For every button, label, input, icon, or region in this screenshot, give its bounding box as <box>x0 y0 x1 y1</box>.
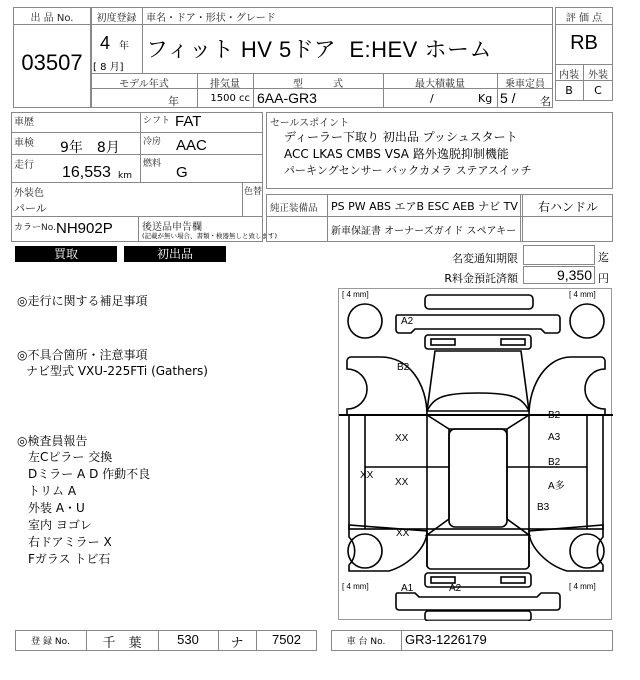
inspector-line-7: Fガラス トビ石 <box>28 552 111 566</box>
shift-label: シフト <box>143 116 171 126</box>
mark-left-rocker: XX <box>360 470 374 481</box>
inspector-line-1: 左Cピラー 交換 <box>28 450 113 464</box>
recycle-unit: 円 <box>598 272 609 285</box>
mark-right-front-door-1: B2 <box>548 457 561 468</box>
lot-number-label: 出 品 No. <box>30 13 74 24</box>
later-items-note: (記載が無い場合、書類・検器無しと致します) <box>142 232 278 240</box>
name-change-label: 名変通知期限 <box>452 252 518 265</box>
mark-right-front-fender: B3 <box>537 502 550 513</box>
reg-kana: ナ <box>230 636 244 651</box>
inspection-label: 車検 <box>14 138 34 149</box>
ac-label: 冷房 <box>143 137 162 147</box>
max-load-unit: Kg <box>478 92 493 105</box>
model-year-value: 年 <box>168 95 179 108</box>
steering-side: 右ハンドル <box>537 200 598 214</box>
inspector-line-6: 右ドアミラー X <box>28 535 112 549</box>
inspector-line-2: Dミラー A D 作動不良 <box>28 467 151 481</box>
tire-depth-front-right: [ 4 mm] <box>569 582 596 591</box>
fuel-value: G <box>176 164 188 181</box>
inspector-line-3: トリム A <box>28 484 77 498</box>
mark-front-bumper-1: A1 <box>401 583 414 594</box>
name-change-field <box>523 245 595 265</box>
front-right-tire-icon <box>339 289 613 621</box>
mark-rear-left-fender: B2 <box>397 362 410 373</box>
mark-left-rear-door: XX <box>395 433 409 444</box>
defects-heading: ◎不具合箇所・注意事項 <box>17 348 148 362</box>
max-load-label: 最大積載量 <box>415 79 465 90</box>
color-no-value: NH902P <box>56 220 113 237</box>
mark-right-rear-door-2: A3 <box>548 432 561 443</box>
name-change-unit: 迄 <box>598 251 609 264</box>
car-name: フィット HV 5ドア E:HEV ホーム <box>146 37 492 62</box>
shift-value: FAT <box>175 113 202 130</box>
tire-depth-rear-right: [ 4 mm] <box>569 290 596 299</box>
documents-value: 新車保証書 オーナーズガイド スペアキー <box>331 226 517 237</box>
inspector-line-5: 室内 ヨゴレ <box>28 518 92 532</box>
first-reg-year: 4 年 <box>100 33 130 53</box>
inspector-heading: ◎検査員報告 <box>17 434 88 448</box>
first-reg-label: 初度登録 <box>96 13 137 24</box>
max-load-value: / <box>430 92 434 105</box>
capacity-value: 5 / <box>500 90 516 106</box>
fuel-label: 燃料 <box>143 159 162 169</box>
type-label: 型 式 <box>293 79 343 90</box>
sales-point-line-2: ACC LKAS CMBS VSA 路外逸脱抑制機能 <box>284 147 509 161</box>
reg-number: 7502 <box>272 632 301 647</box>
mark-rear-bumper: A2 <box>401 316 414 327</box>
mileage-value: 16,553 <box>62 164 111 181</box>
car-name-label: 車名・ドア・形状・グレード <box>146 13 276 24</box>
mileage-label: 走行 <box>14 160 34 171</box>
score-label: 評 価 点 <box>565 13 603 24</box>
equipment-value: PS PW ABS エアB ESC AEB ナビ TV <box>331 200 518 213</box>
mark-front-bumper-2: A2 <box>449 583 462 594</box>
sales-point-line-3: パーキングセンサー バックカメラ ステアスイッチ <box>284 164 532 177</box>
equipment-label: 純正装備品 <box>270 203 318 214</box>
driving-notes-heading: ◎走行に関する補足事項 <box>17 294 148 308</box>
ext-color-label: 外装色 <box>14 188 44 199</box>
recycle-value: 9,350 <box>556 267 592 283</box>
exterior-label: 外装 <box>588 70 608 81</box>
mark-right-front-door-2: A多 <box>548 481 565 492</box>
tire-depth-front-left: [ 4 mm] <box>342 582 369 591</box>
tire-depth-rear-left: [ 4 mm] <box>342 290 369 299</box>
displacement-label: 排気量 <box>210 79 240 90</box>
inspector-line-4: 外装 A・U <box>28 501 85 515</box>
type-value: 6AA-GR3 <box>257 90 317 106</box>
score-value: RB <box>570 32 598 54</box>
chassis-label: 車 台 No. <box>346 637 386 647</box>
recycle-label: R料金預託済額 <box>444 272 518 285</box>
color-change-label: 色替 <box>244 187 263 197</box>
ext-color-value: パール <box>14 202 47 215</box>
sales-points-label: セールスポイント <box>270 118 350 129</box>
interior-label: 内装 <box>559 70 579 81</box>
later-items-label: 後送品申告欄 <box>142 222 202 233</box>
badge-purchase: 買取 <box>15 246 117 262</box>
history-label: 車歴 <box>14 117 34 128</box>
mark-left-front-door: XX <box>395 477 409 488</box>
sales-point-line-1: ディーラー下取り 初出品 プッシュスタート <box>284 130 518 144</box>
interior-score: B <box>565 84 573 97</box>
mark-left-front-fender: XX <box>396 528 410 539</box>
ac-value: AAC <box>176 137 207 154</box>
badge-first-listing: 初出品 <box>124 246 226 262</box>
first-reg-month: [ 8 月] <box>93 62 124 73</box>
inspection-value: 9年 8月 <box>60 140 120 156</box>
exterior-score: C <box>594 84 602 97</box>
lot-number: 03507 <box>21 50 83 75</box>
capacity-label: 乗車定員 <box>505 79 545 90</box>
reg-label: 登 録 No. <box>31 637 70 647</box>
model-year-label: モデル年式 <box>119 79 169 90</box>
capacity-unit: 名 <box>540 95 551 108</box>
reg-class: 530 <box>177 632 199 647</box>
displacement-value: 1500 cc <box>210 93 250 104</box>
color-no-label: カラーNo. <box>14 223 56 233</box>
car-damage-diagram <box>338 288 612 620</box>
chassis-number: GR3-1226179 <box>405 632 487 647</box>
defects-line-1: ナビ型式 VXU-225FTi (Gathers) <box>26 364 208 378</box>
mark-right-rear-door-1: B2 <box>548 410 561 421</box>
mileage-unit: km <box>118 171 132 181</box>
reg-area: 千 葉 <box>102 636 142 651</box>
